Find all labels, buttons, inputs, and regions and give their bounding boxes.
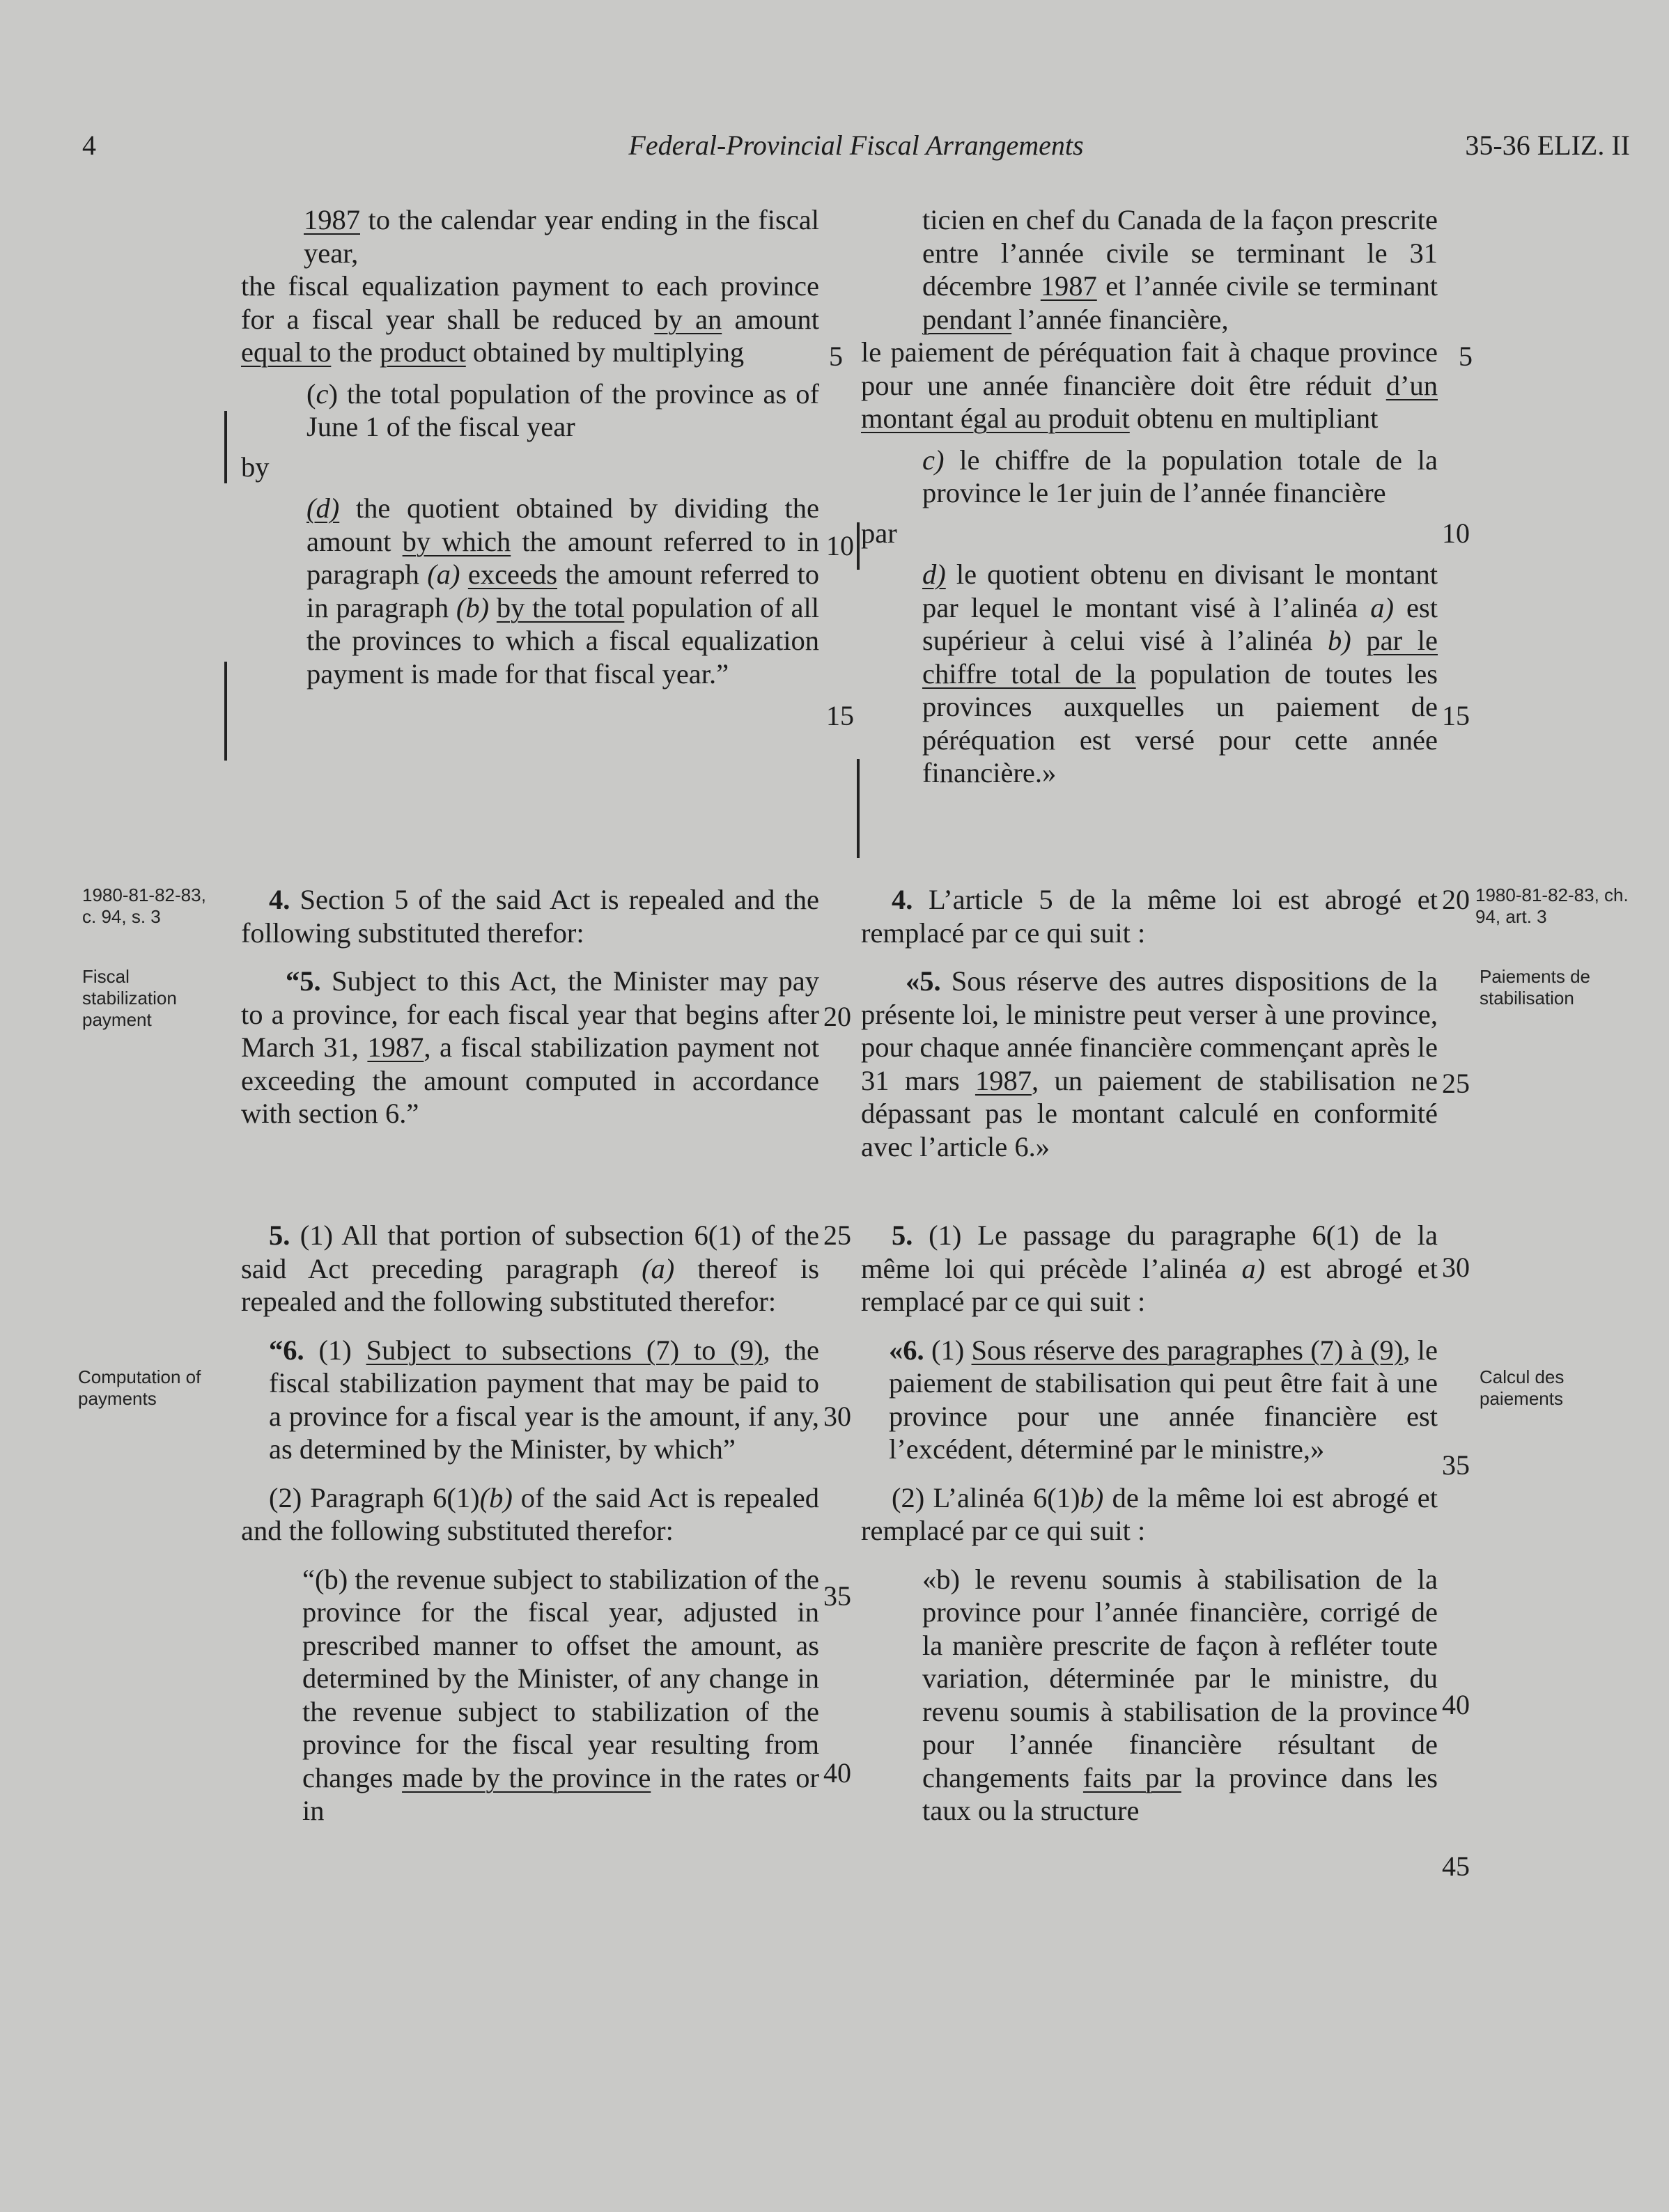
line-number: 25 xyxy=(823,1220,851,1251)
fr-subsection-2: (2) L’alinéa 6(1)b) de la même loi est abrogé et remplacé par ce qui suit : xyxy=(861,1481,1438,1546)
line-number: 15 xyxy=(826,700,854,731)
margin-note-calcul-fr: Calcul des paiements xyxy=(1480,1366,1565,1409)
line-number: 10 xyxy=(1442,517,1470,549)
line-number: 5 xyxy=(829,341,843,372)
change-bar xyxy=(857,522,860,570)
fr-section-5: 5. (1) Le passage du paragraphe 6(1) de la même loi qui précède l’alinéa a) est abrogé et remplacé par ce qui suit : «6. (1) Sous réserve des paragraphes (7) à (9), le paiement de stabilisation qui peut être fait à une province pour une année financière est l’excédent, déterminé par le ministre,» (2) L’alinéa 6(1)b) de la même loi est abrogé et remplacé par ce qui suit : «b) le revenu soumis à stabilisation de la province pour l’année financière, corrigé de la manière prescrite de façon à refléter toute variation, déterminée par le ministre, du revenu soumis à stabilisation de la province pour l’année financière résultant de changements faits par la province dans les taux ou la structure xyxy=(861,1220,1438,1826)
line-number: 30 xyxy=(1442,1252,1470,1283)
en-subsection-2: (2) Paragraph 6(1)(b) of the said Act is repealed and the following substituted therefor: xyxy=(241,1481,819,1546)
page-number: 4 xyxy=(82,130,96,161)
fr-paragraph-d: d) le quotient obtenu en divisant le montant par lequel le montant visé à l’alinéa a) est supérieur à celui visé à l’alinéa b) par le chiffre total de la population de toutes les provinces auxquelles un paiement de péréquation est versé pour cette année financière.» xyxy=(922,559,1438,788)
line-number: 20 xyxy=(823,1001,851,1032)
en-para-2: the fiscal equalization payment to each province for a fiscal year shall be reduced by an amount equal to the product obtained by multiplying xyxy=(241,270,819,368)
fr-para-1: ticien en chef du Canada de la façon prescrite entre l’année civile se terminant le 31 décembre 1987 et l’année civile se terminant pendant l’année financière, xyxy=(922,204,1438,335)
line-number: 5 xyxy=(1459,341,1473,372)
change-bar xyxy=(224,411,227,483)
margin-note-citation-fr: 1980-81-82-83, ch. 94, art. 3 xyxy=(1475,885,1629,927)
fr-par: par xyxy=(861,517,897,549)
en-paragraph-c: (c) the total population of the province as of June 1 of the fiscal year xyxy=(306,377,819,442)
running-title: Federal-Provincial Fiscal Arrangements xyxy=(628,130,1084,161)
regnal-year: 35-36 ELIZ. II xyxy=(1465,130,1630,161)
margin-note-computation-en: Computation of payments xyxy=(78,1366,201,1409)
page-header xyxy=(82,129,1630,171)
margin-note-stabilisation-fr: Paiements de stabilisation xyxy=(1480,966,1590,1008)
line-number: 35 xyxy=(823,1580,851,1612)
line-number: 30 xyxy=(823,1401,851,1432)
change-bar xyxy=(857,759,860,858)
line-number: 40 xyxy=(1442,1689,1470,1720)
margin-note-citation-en: 1980-81-82-83, c. 94, s. 3 xyxy=(82,885,206,927)
en-by: by xyxy=(241,451,270,483)
en-section-4: 4. Section 5 of the said Act is repealed and the following substituted therefor: “5. Subject to this Act, the Minister may pay to a province, for each fiscal year that begins after March 31, 1987, a fiscal stabilization payment not exceeding the amount computed in accordance with section 6.” xyxy=(241,884,820,1129)
fr-para-2: le paiement de péréquation fait à chaque province pour une année financière doit être réduit d’un montant égal au produit obtenu en multipliant xyxy=(861,336,1438,434)
en-paragraph-b: “(b) the revenue subject to stabilization of the province for the fiscal year, adjusted in prescribed manner to offset the amount, as determined by the Minister, of any change in the revenue subject to stabilization of the province for the fiscal year resulting from changes made by the province in the rates or in xyxy=(302,1563,819,1826)
en-new-section-5: “5. Subject to this Act, the Minister may pay to a province, for each fiscal year that begins after March 31, 1987, a fiscal stabilization payment not exceeding the amount computed in accordance with section 6.” xyxy=(241,965,820,1129)
french-column xyxy=(861,203,1438,790)
fr-new-section-5: «5. Sous réserve des autres dispositions de la présente loi, le ministre peut verser à une province, pour chaque année financière commençant après le 31 mars 1987, un paiement de stabilisation ne dépassant pas le montant calculé en conformité avec l’article 6.» xyxy=(861,965,1438,1162)
line-number: 45 xyxy=(1442,1851,1470,1882)
line-number: 10 xyxy=(826,530,854,561)
en-paragraph-d: (d) the quotient obtained by dividing the amount by which the amount referred to in paragraph (a) exceeds the amount referred to in paragraph (b) by the total population of all the provinces to which a fiscal equalization payment is made for that fiscal year.” xyxy=(306,492,820,690)
fr-new-section-6: «6. (1) Sous réserve des paragraphes (7) à (9), le paiement de stabilisation qui peut être fait à une province pour une année financière est l’excédent, déterminé par le ministre,» xyxy=(889,1334,1438,1465)
line-number: 20 xyxy=(1442,884,1470,915)
fr-section-4: 4. L’article 5 de la même loi est abrogé et remplacé par ce qui suit : «5. Sous réserve des autres dispositions de la présente loi, le ministre peut verser à une province, pour chaque année financière commençant après le 31 mars 1987, un paiement de stabilisation ne dépassant pas le montant calculé en conformité avec l’article 6.» xyxy=(861,884,1438,1162)
margin-note-fiscal-stabilization-en: Fiscal stabilization payment xyxy=(82,966,177,1030)
change-bar xyxy=(224,662,227,761)
en-new-section-6: “6. (1) Subject to subsections (7) to (9), the fiscal stabilization payment that may be paid to a province for a fiscal year is the amount, if any, as determined by the Minister, by which” xyxy=(269,1334,820,1465)
fr-paragraph-b: «b) le revenu soumis à stabilisation de la province pour l’année financière, corrigé de la manière prescrite de façon à refléter toute variation, déterminée par le ministre, du revenu soumis à stabilisation de la province pour l’année financière résultant de changements faits par la province dans les taux ou la structure xyxy=(922,1563,1438,1826)
line-number: 40 xyxy=(823,1757,851,1789)
line-number: 15 xyxy=(1442,700,1470,731)
line-number: 25 xyxy=(1442,1068,1470,1099)
line-number: 35 xyxy=(1442,1449,1470,1481)
en-section-5: 5. (1) All that portion of subsection 6(1) of the said Act preceding paragraph (a) thereof is repealed and the following substituted therefor: “6. (1) Subject to subsections (7) to (9), the fiscal stabilization payment that may be paid to a province for a fiscal year is the amount, if any, as determined by the Minister, by which” (2) Paragraph 6(1)(b) of the said Act is repealed and the following substituted therefor: “(b) the revenue subject to stabilization of the province for the fiscal year, adjusted in prescribed manner to offset the amount, as determined by the Minister, of any change in the revenue subject to stabilization of the province for the fiscal year resulting from changes made by the province in the rates or in xyxy=(241,1220,820,1826)
en-para-1: 1987 to the calendar year ending in the fiscal year, xyxy=(304,204,819,269)
english-column xyxy=(241,203,819,690)
fr-paragraph-c: c) le chiffre de la population totale de la province le 1er juin de l’année financière xyxy=(922,444,1438,508)
